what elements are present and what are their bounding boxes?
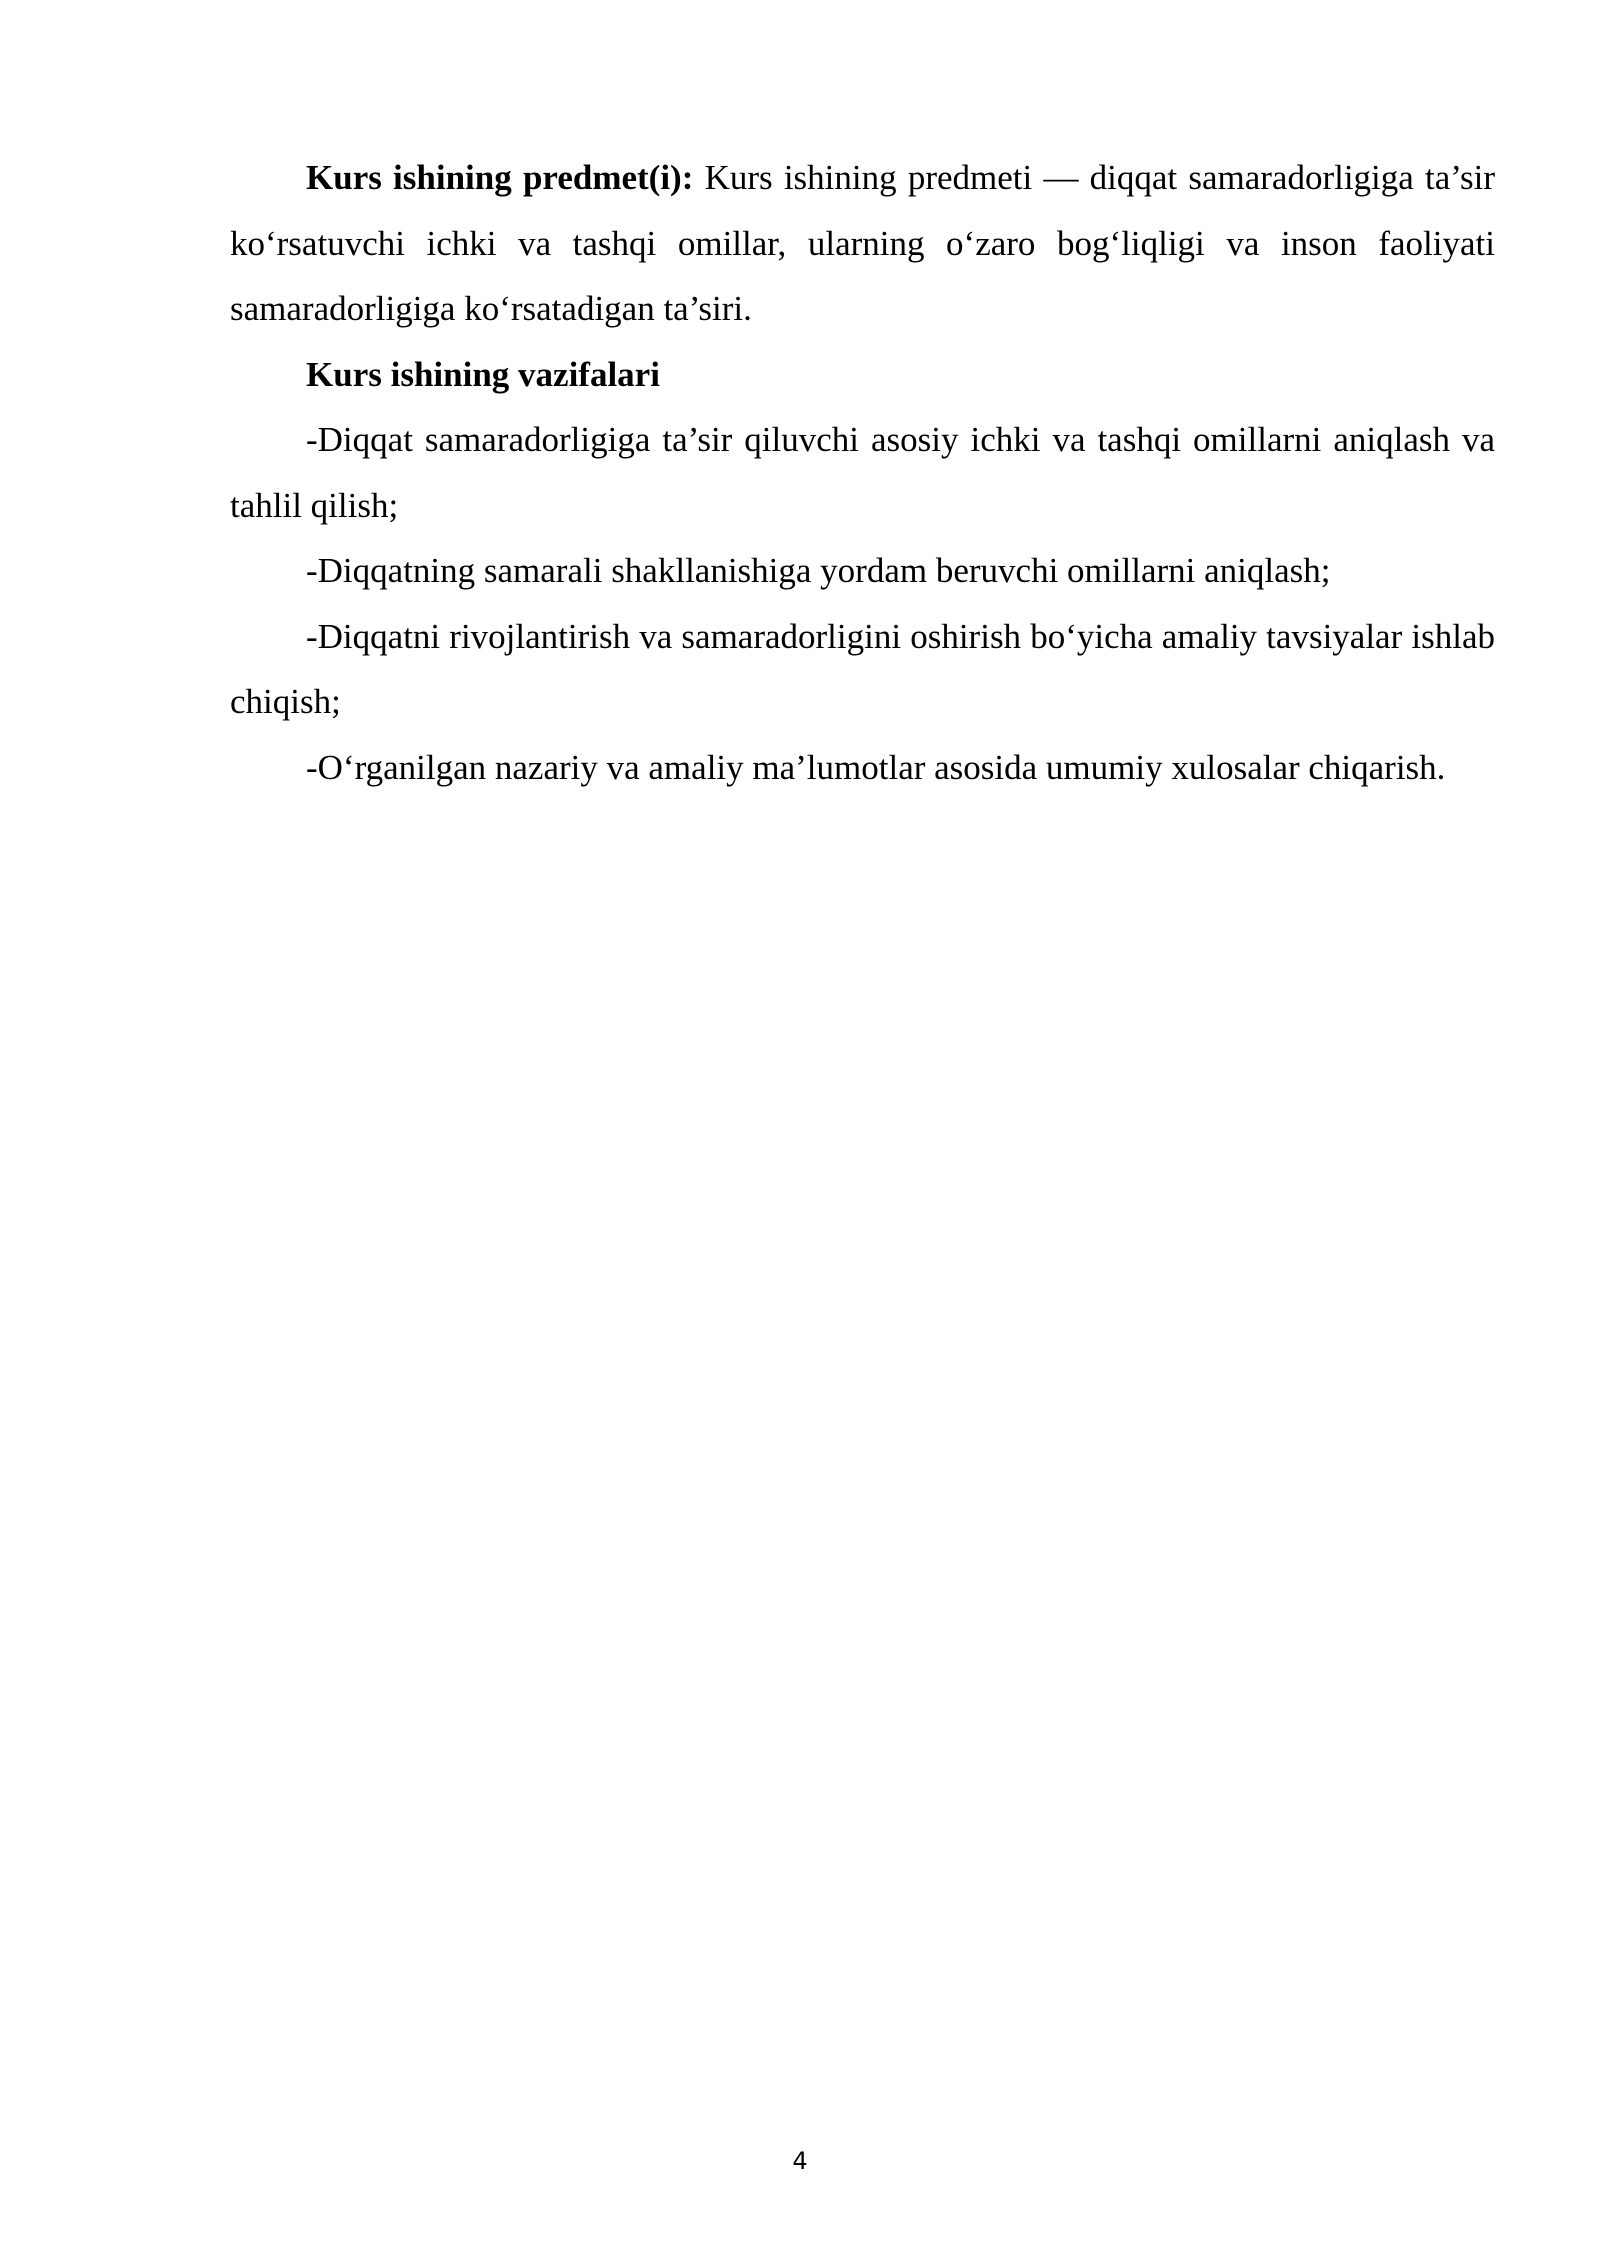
page-number: 4 — [792, 2147, 808, 2175]
subject-text: Kurs ishining predmeti — diqqat samaradorligiga ta’sir ko‘rsatuvchi ichki va tashqi omillar, ularning o‘zaro bog‘liqligi va inson faoliyati samaradorligiga ko‘rsatadigan ta’siri. — [230, 158, 1496, 328]
page-body — [230, 145, 1495, 800]
task-item-3: -Diqqatni rivojlantirish va samaradorligini oshirish bo‘yicha amaliy tavsiyalar ishlab chiqish; — [230, 616, 1495, 721]
task-item-2: -Diqqatning samarali shakllanishiga yordam beruvchi omillarni aniqlash; — [306, 551, 1331, 590]
tasks-heading: Kurs ishining vazifalari — [306, 354, 660, 394]
subject-paragraph — [230, 145, 1495, 342]
task-item-4: -O‘rganilgan nazariy va amaliy ma’lumotlar asosida umumiy xulosalar chiqarish. — [306, 747, 1446, 787]
task-item-1: -Diqqat samaradorligiga ta’sir qiluvchi asosiy ichki va tashqi omillarni aniqlash va tahlil qilish; — [230, 420, 1495, 525]
subject-label: Kurs ishining predmet(i): — [306, 158, 694, 197]
